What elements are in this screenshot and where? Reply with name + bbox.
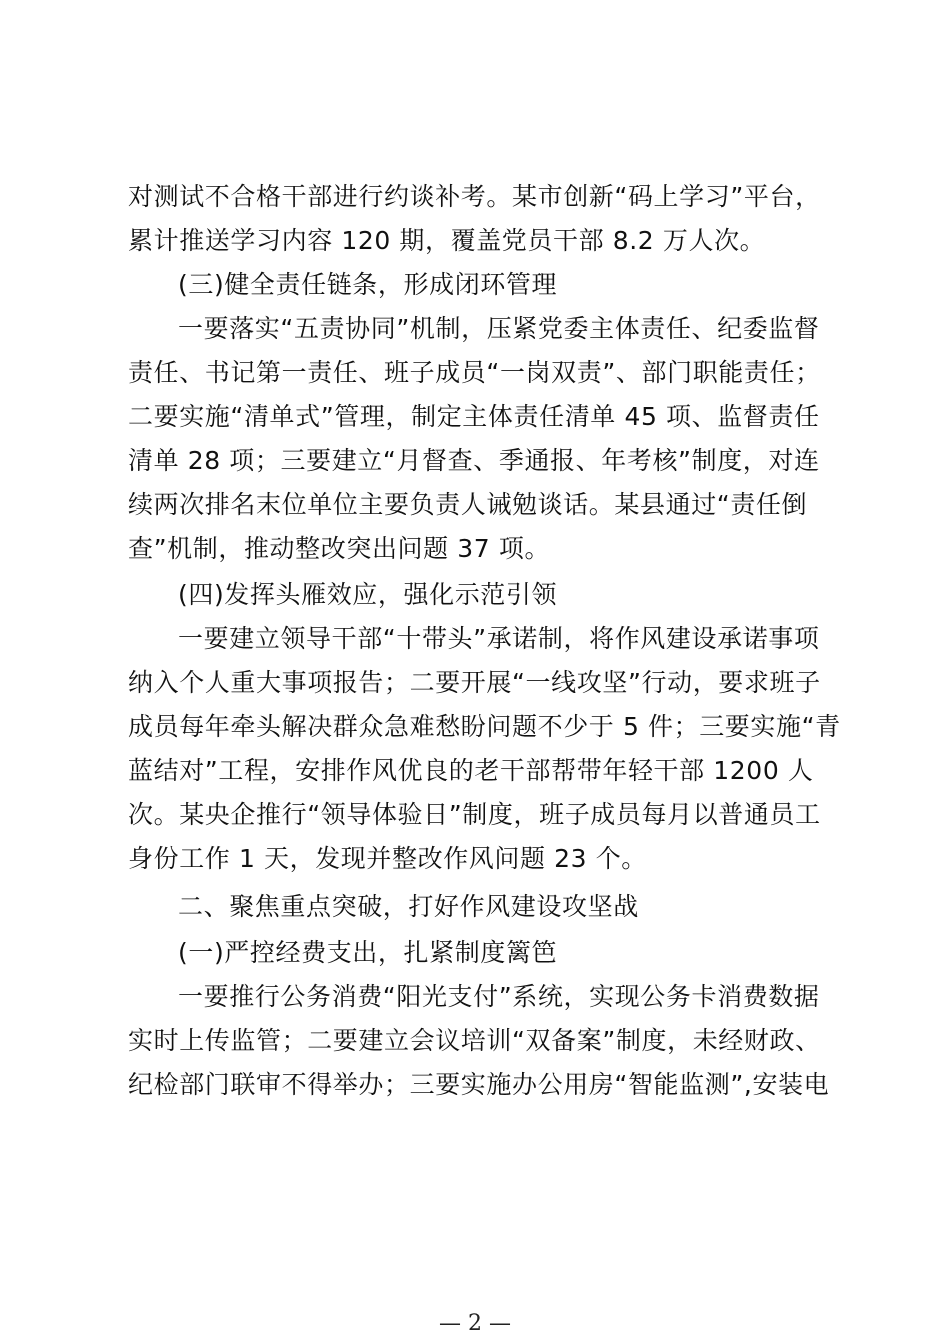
paragraph-line: 成员每年牵头解决群众急难愁盼问题不少于 5 件；三要实施“青 — [128, 712, 841, 741]
paragraph-line: 一要建立领导干部“十带头”承诺制，将作风建设承诺事项 — [178, 624, 820, 653]
page-number: — 2 — — [439, 1311, 511, 1336]
section-heading: (四)发挥头雁效应，强化示范引领 — [178, 580, 558, 609]
paragraph-line: 清单 28 项；三要建立“月督查、季通报、年考核”制度，对连 — [128, 446, 820, 475]
paragraph-line: 纳入个人重大事项报告；二要开展“一线攻坚”行动，要求班子 — [128, 668, 821, 697]
paragraph-line: 一要落实“五责协同”机制，压紧党委主体责任、纪委监督 — [178, 314, 820, 343]
paragraph-line: 责任、书记第一责任、班子成员“一岗双责”、部门职能责任； — [128, 358, 821, 387]
paragraph-line: 纪检部门联审不得举办；三要实施办公用房“智能监测”,安装电 — [128, 1070, 830, 1099]
paragraph-line: 蓝结对”工程，安排作风优良的老干部帮带年轻干部 1200 人 — [128, 756, 814, 785]
paragraph-line: 身份工作 1 天，发现并整改作风问题 23 个。 — [128, 844, 647, 873]
paragraph-line: 一要推行公务消费“阳光支付”系统，实现公务卡消费数据 — [178, 982, 820, 1011]
paragraph-line: 次。某央企推行“领导体验日”制度，班子成员每月以普通员工 — [128, 800, 821, 829]
section-heading: (三)健全责任链条，形成闭环管理 — [178, 270, 558, 299]
paragraph-line: 实时上传监管；二要建立会议培训“双备案”制度，未经财政、 — [128, 1026, 821, 1055]
section-heading: (一)严控经费支出，扎紧制度篱笆 — [178, 938, 558, 967]
paragraph-line: 二要实施“清单式”管理，制定主体责任清单 45 项、监督责任 — [128, 402, 820, 431]
paragraph-line: 累计推送学习内容 120 期，覆盖党员干部 8.2 万人次。 — [128, 226, 766, 255]
paragraph-line: 对测试不合格干部进行约谈补考。某市创新“码上学习”平台， — [128, 182, 821, 211]
paragraph-line: 续两次排名末位单位主要负责人诫勉谈话。某县通过“责任倒 — [128, 490, 808, 519]
paragraph-line: 查”机制，推动整改突出问题 37 项。 — [128, 534, 551, 563]
chapter-heading: 二、聚焦重点突破，打好作风建设攻坚战 — [178, 892, 639, 921]
